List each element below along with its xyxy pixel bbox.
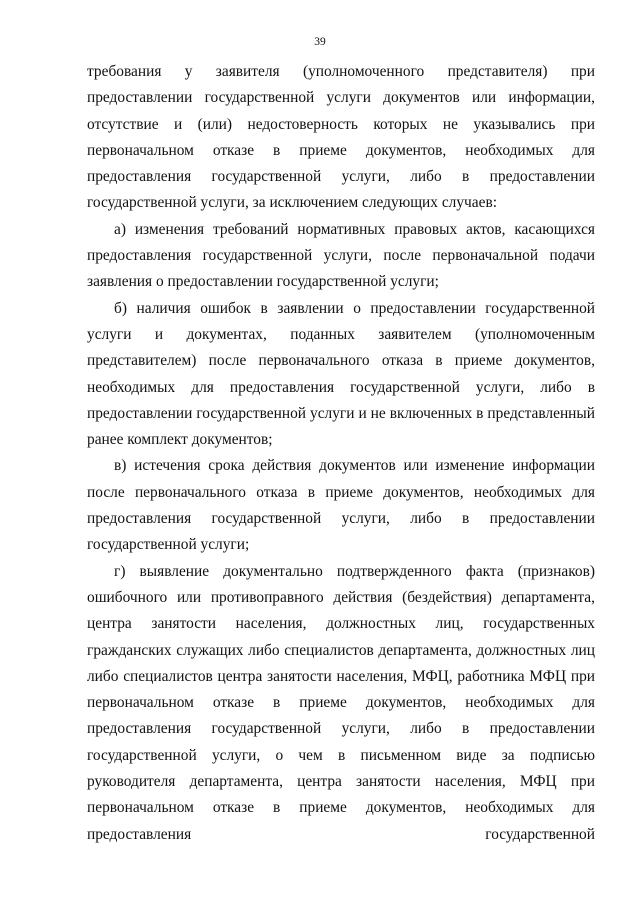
paragraph-item-g: г) выявление документально подтвержденного факта (признаков) ошибочного или противоправного действия (бездействия) департамента, центра занятости населения, должностных лиц, государственных гражданских служащих либо специалистов департамента, должностных лиц либо специалистов центра занятости населения, МФЦ, работника МФЦ при первоначальном отказе в приеме документов, необходимых для предоставления государственной услуги, либо в предоставлении государственной услуги, о чем в письменном виде за подписью руководителя департамента, центра занятости населения, МФЦ при первоначальном отказе в приеме документов, необходимых для предоставления государственной bbox=[87, 562, 595, 843]
paragraph-intro: требования у заявителя (уполномоченного представителя) при предоставлении государственной услуги документов или информации, отсутствие и (или) недостоверность которых не указывались при первоначальном отказе в приеме документов, необходимых для предоставления государственной услуги, либо в предоставлении государственной услуги, за исключением следующих случаев: bbox=[87, 63, 595, 212]
paragraph-item-b: б) наличия ошибок в заявлении о предоставлении государственной услуги и документах, поданных заявителем (уполномоченным представителем) после первоначального отказа в приеме документов, необходимых для предоставления государственной услуги, либо в предоставлении государственной услуги и не включенных в представленный ранее комплект документов; bbox=[87, 299, 595, 449]
document-body bbox=[87, 59, 595, 848]
paragraph-item-a: а) изменения требований нормативных правовых актов, касающихся предоставления государственной услуги, после первоначальной подачи заявления о предоставлении государственной услуги; bbox=[87, 220, 595, 291]
paragraph-item-v: в) истечения срока действия документов или изменение информации после первоначального отказа в приеме документов, необходимых для предоставления государственной услуги, либо в предоставлении государственной услуги; bbox=[87, 457, 595, 554]
page-number: 39 bbox=[314, 36, 326, 48]
